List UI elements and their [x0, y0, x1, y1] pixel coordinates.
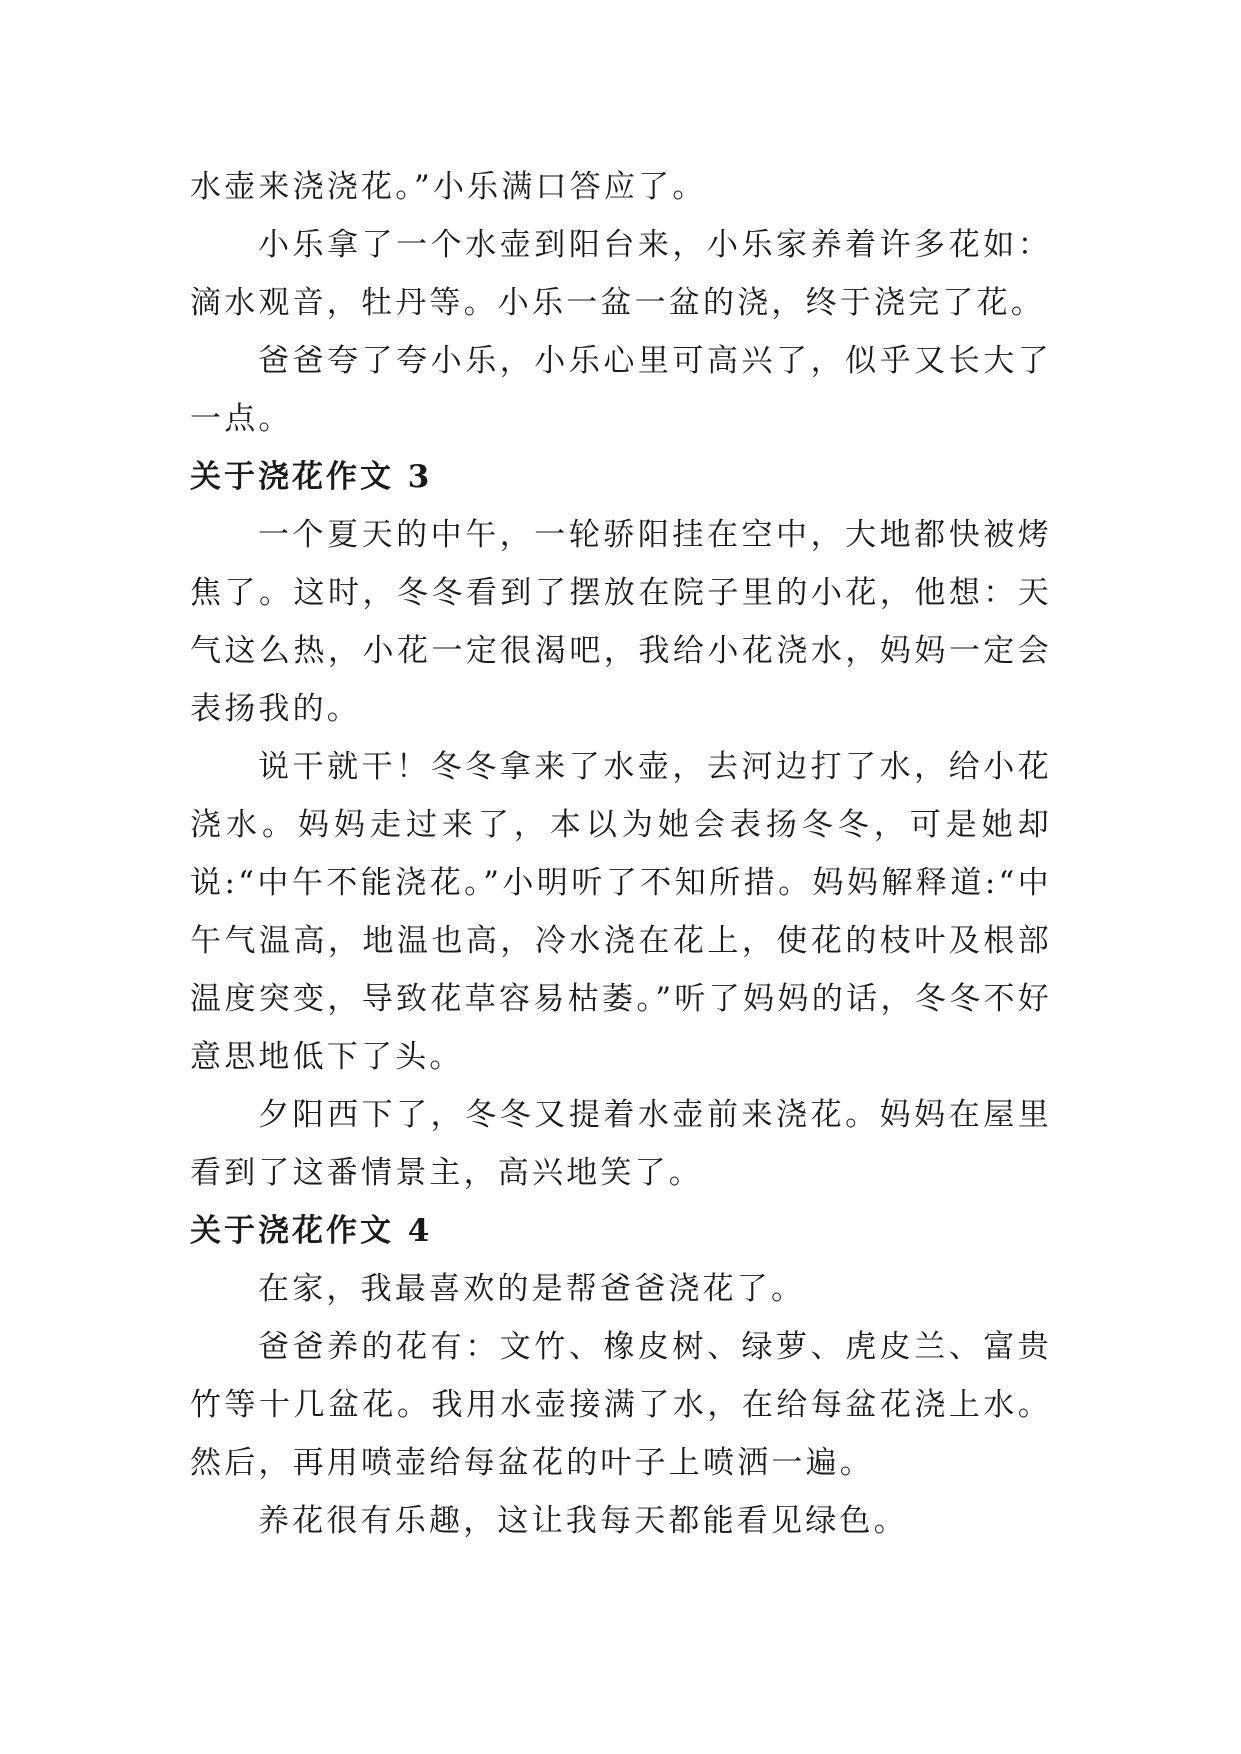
paragraph-5: 说干就干！冬冬拿来了水壶，去河边打了水，给小花浇水。妈妈走过来了，本以为她会表扬冬冬，可是她却说:“中午不能浇花。”小明听了不知所措。妈妈解释道:“中午气温高，地温也高，冷水浇在花上，使花的枝叶及根部温度突变，导致花草容易枯萎。”听了妈妈的话，冬冬不好意思地低下了头。 [190, 749, 1052, 1075]
section-heading-3: 关于浇花作文 3 [190, 459, 433, 495]
section-heading-4: 关于浇花作文 4 [190, 1213, 433, 1249]
paragraph-9: 养花很有乐趣，这让我每天都能看见绿色。 [258, 1503, 908, 1539]
paragraph-4: 一个夏天的中午，一轮骄阳挂在空中，大地都快被烤焦了。这时，冬冬看到了摆放在院子里的小花，他想：天气这么热，小花一定很渴吧，我给小花浇水，妈妈一定会表扬我的。 [190, 517, 1052, 727]
paragraph-8: 爸爸养的花有：文竹、橡皮树、绿萝、虎皮兰、富贵竹等十几盆花。我用水壶接满了水，在给每盆花浇上水。然后，再用喷壶给每盆花的叶子上喷洒一遍。 [190, 1329, 1052, 1481]
paragraph-6: 夕阳西下了，冬冬又提着水壶前来浇花。妈妈在屋里看到了这番情景主，高兴地笑了。 [190, 1097, 1052, 1191]
paragraph-2: 小乐拿了一个水壶到阳台来，小乐家养着许多花如：滴水观音，牡丹等。小乐一盆一盆的浇，终于浇完了花。 [190, 227, 1052, 321]
paragraph-1: 水壶来浇浇花。”小乐满口答应了。 [190, 169, 707, 205]
paragraph-7: 在家，我最喜欢的是帮爸爸浇花了。 [258, 1271, 806, 1307]
paragraph-3: 爸爸夸了夸小乐，小乐心里可高兴了，似乎又长大了一点。 [190, 343, 1052, 437]
document-page [190, 158, 1052, 1550]
